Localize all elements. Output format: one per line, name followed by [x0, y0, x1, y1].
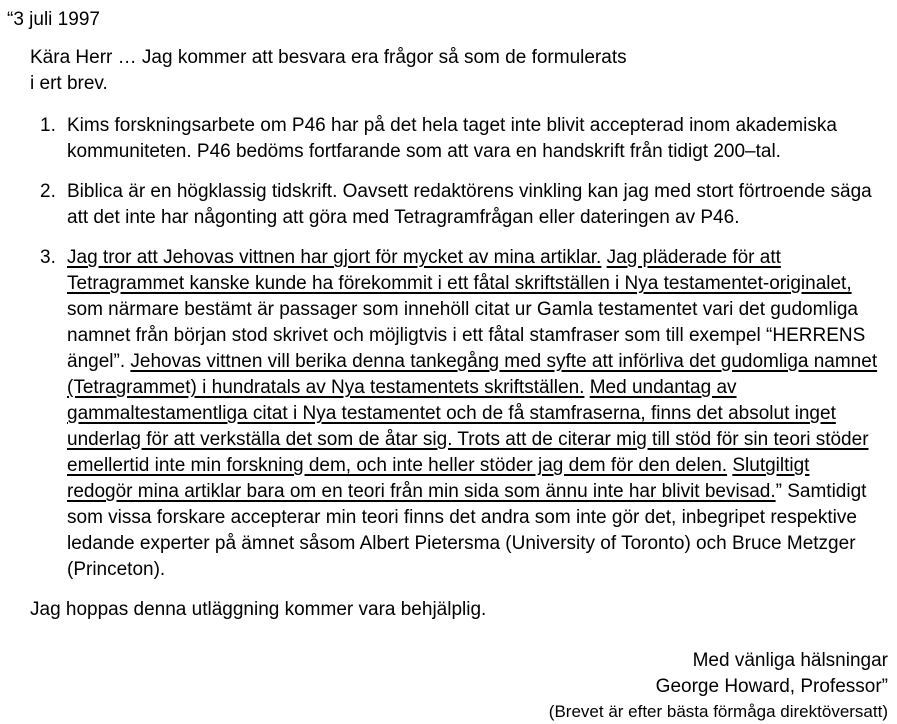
list-item-2	[40, 179, 888, 231]
plain-passage: ” Samtidigt som vissa forskare accepterar min teori finns det andra som inte gör det, inbegripet respektive ledande experter på ämnet såsom Albert Pietersma (University of Toronto) och Bruce Metzger (Princeton).	[67, 481, 867, 580]
greeting-line-1: Kära Herr … Jag kommer att besvara era frågor så som de formulerats	[30, 47, 627, 68]
signature-salutation: Med vänliga hälsningar	[692, 650, 888, 671]
signature-block	[7, 648, 888, 724]
underlined-passage: Med undantag av gammaltestamentliga citat i Nya testamentet och de få stamfraserna, finns det absolut inget underlag för att verkställa det som de åtar sig. Trots att de citerar mig till stöd för sin teori stöder emellertid inte min forskning dem, och inte heller stöder jag dem för den delen.	[67, 377, 869, 476]
item-number: 3.	[40, 247, 56, 268]
greeting-line-2: i ert brev.	[30, 73, 108, 94]
list-item-1	[40, 113, 888, 165]
underlined-passage: Jag pläderade för att Tetragrammet kanske kunde ha förekommit i ett fåtal skriftställen i Nya testamentet-originalet,	[67, 247, 852, 294]
letter-closing: Jag hoppas denna utläggning kommer vara behjälplig.	[30, 599, 487, 620]
item-number: 1.	[40, 115, 56, 136]
translator-note: (Brevet är efter bästa förmåga direktöversatt)	[548, 702, 888, 721]
plain-passage: som närmare bestämt är passager som innehöll citat ur Gamla testamentet vari det gudomliga namnet från början stod skrivet och möjligtvis i ett fåtal stamfraser som till exempel “HERRENS ängel”.	[67, 299, 866, 372]
item-number: 2.	[40, 181, 56, 202]
letter-date: “3 juli 1997	[7, 9, 100, 30]
underlined-passage: Jehovas vittnen vill berika denna tankegång med syfte att införliva det gudomliga namnet (Tetragrammet) i hundratals av Nya testamentets skriftställen.	[67, 351, 878, 398]
numbered-list	[7, 113, 888, 583]
list-item-3	[40, 245, 888, 583]
signature-name: George Howard, Professor”	[655, 676, 888, 697]
item-text: Kims forskningsarbete om P46 har på det hela taget inte blivit accepterad inom akademiska kommuniteten. P46 bedöms fortfarande som att vara en handskrift från tidigt 200–tal.	[67, 115, 837, 162]
underlined-passage: Slutgiltigt redogör mina artiklar bara om en teori från min sida som ännu inte har blivit bevisad.	[67, 455, 810, 502]
item-text	[67, 245, 880, 583]
letter-greeting	[30, 45, 888, 97]
item-text: Biblica är en högklassig tidskrift. Oavsett redaktörens vinkling kan jag med stort förtroende säga att det inte har någonting att göra med Tetragramfrågan eller dateringen av P46.	[67, 181, 872, 228]
underlined-passage: Jag tror att Jehovas vittnen har gjort för mycket av mina artiklar.	[67, 247, 602, 268]
